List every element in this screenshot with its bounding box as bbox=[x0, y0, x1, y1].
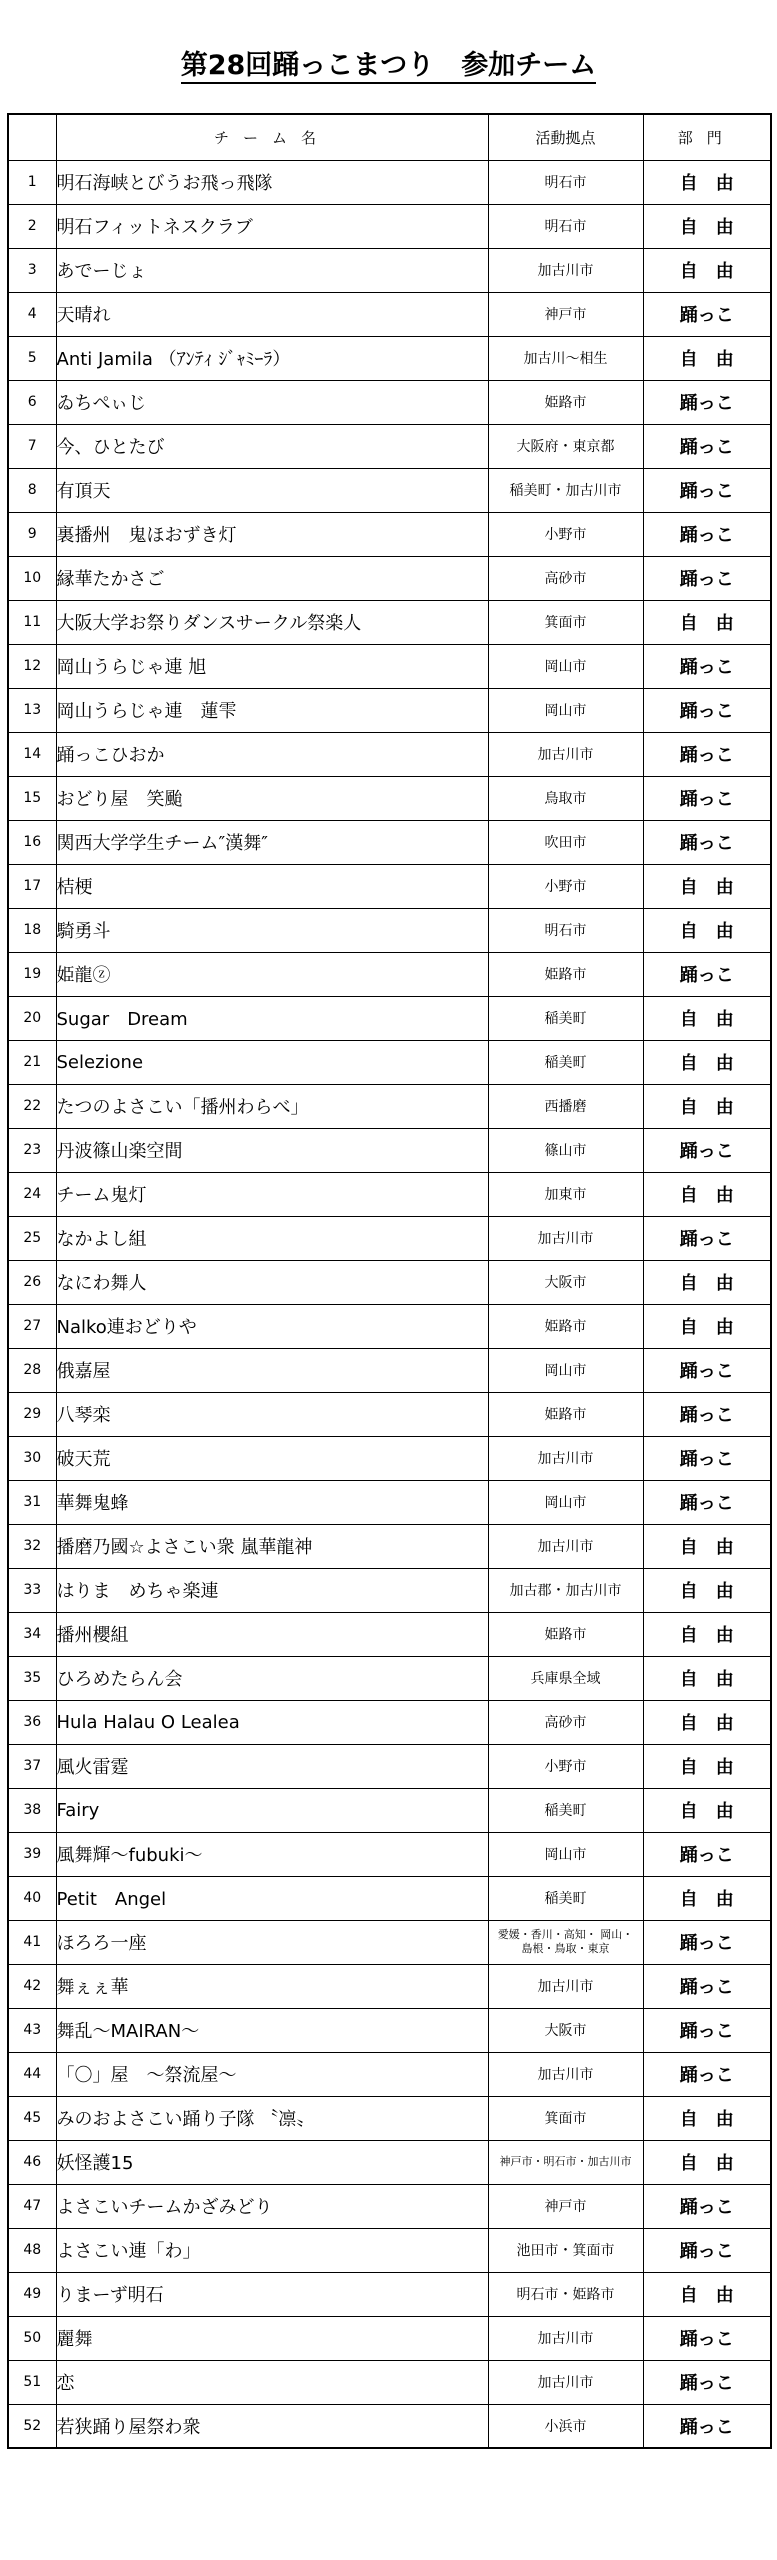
team-activity-base: 岡山市 bbox=[488, 1832, 643, 1876]
table-row bbox=[8, 1348, 771, 1392]
team-activity-base: 稲美町 bbox=[488, 1040, 643, 1084]
team-activity-base: 小浜市 bbox=[488, 2404, 643, 2448]
team-name: よさこいチームかざみどり bbox=[56, 2184, 488, 2228]
table-row bbox=[8, 644, 771, 688]
team-division: 踊っこ bbox=[643, 776, 771, 820]
team-number: 44 bbox=[8, 2052, 56, 2096]
team-name: なにわ舞人 bbox=[56, 1260, 488, 1304]
team-name: Petit Angel bbox=[56, 1876, 488, 1920]
team-division: 自 由 bbox=[643, 1568, 771, 1612]
team-name: 踊っこひおか bbox=[56, 732, 488, 776]
table-row bbox=[8, 2140, 771, 2184]
team-activity-base: 明石市 bbox=[488, 160, 643, 204]
team-number: 28 bbox=[8, 1348, 56, 1392]
team-division: 自 由 bbox=[643, 2140, 771, 2184]
team-number: 48 bbox=[8, 2228, 56, 2272]
table-row bbox=[8, 2316, 771, 2360]
team-activity-base: 岡山市 bbox=[488, 1480, 643, 1524]
team-activity-base: 加古川市 bbox=[488, 2052, 643, 2096]
team-name: Anti Jamila （ｱﾝﾃｨ ｼﾞｬﾐｰﾗ） bbox=[56, 336, 488, 380]
team-division: 踊っこ bbox=[643, 688, 771, 732]
team-division: 踊っこ bbox=[643, 1216, 771, 1260]
team-activity-base: 明石市・姫路市 bbox=[488, 2272, 643, 2316]
team-name: Sugar Dream bbox=[56, 996, 488, 1040]
team-activity-base: 篠山市 bbox=[488, 1128, 643, 1172]
team-number: 23 bbox=[8, 1128, 56, 1172]
table-row bbox=[8, 1656, 771, 1700]
page-title bbox=[0, 48, 777, 84]
team-division: 自 由 bbox=[643, 1304, 771, 1348]
table-row bbox=[8, 1788, 771, 1832]
team-division: 踊っこ bbox=[643, 644, 771, 688]
team-division: 踊っこ bbox=[643, 292, 771, 336]
team-division: 踊っこ bbox=[643, 556, 771, 600]
team-number: 10 bbox=[8, 556, 56, 600]
team-name: ひろめたらん会 bbox=[56, 1656, 488, 1700]
team-division: 自 由 bbox=[643, 1260, 771, 1304]
team-activity-base: 高砂市 bbox=[488, 1700, 643, 1744]
team-number: 5 bbox=[8, 336, 56, 380]
team-name: りまーず明石 bbox=[56, 2272, 488, 2316]
team-name: はりま めちゃ楽連 bbox=[56, 1568, 488, 1612]
team-number: 9 bbox=[8, 512, 56, 556]
header-division: 部門 bbox=[643, 114, 771, 160]
team-number: 33 bbox=[8, 1568, 56, 1612]
table-row bbox=[8, 2360, 771, 2404]
team-name: Fairy bbox=[56, 1788, 488, 1832]
team-division: 自 由 bbox=[643, 160, 771, 204]
team-division: 自 由 bbox=[643, 1524, 771, 1568]
team-number: 19 bbox=[8, 952, 56, 996]
team-name: 明石フィットネスクラブ bbox=[56, 204, 488, 248]
team-activity-base: 稲美町・加古川市 bbox=[488, 468, 643, 512]
team-name: 天晴れ bbox=[56, 292, 488, 336]
team-activity-base: 箕面市 bbox=[488, 2096, 643, 2140]
team-name: ゐちぺぃじ bbox=[56, 380, 488, 424]
team-activity-base: 稲美町 bbox=[488, 1788, 643, 1832]
team-name: 華舞鬼蜂 bbox=[56, 1480, 488, 1524]
team-name: ほろろ一座 bbox=[56, 1920, 488, 1964]
team-activity-base: 鳥取市 bbox=[488, 776, 643, 820]
team-name: 関西大学学生チーム″漢舞″ bbox=[56, 820, 488, 864]
table-row bbox=[8, 1260, 771, 1304]
team-activity-base: 神戸市 bbox=[488, 292, 643, 336]
team-name: 騎勇斗 bbox=[56, 908, 488, 952]
team-number: 3 bbox=[8, 248, 56, 292]
team-activity-base: 稲美町 bbox=[488, 1876, 643, 1920]
team-division: 踊っこ bbox=[643, 1920, 771, 1964]
team-number: 24 bbox=[8, 1172, 56, 1216]
team-number: 20 bbox=[8, 996, 56, 1040]
team-number: 29 bbox=[8, 1392, 56, 1436]
team-division: 踊っこ bbox=[643, 952, 771, 996]
team-activity-base: 姫路市 bbox=[488, 1392, 643, 1436]
team-name: 「〇」屋 ～祭流屋～ bbox=[56, 2052, 488, 2096]
team-number: 26 bbox=[8, 1260, 56, 1304]
team-activity-base: 吹田市 bbox=[488, 820, 643, 864]
team-activity-base: 岡山市 bbox=[488, 644, 643, 688]
team-number: 22 bbox=[8, 1084, 56, 1128]
team-division: 踊っこ bbox=[643, 2052, 771, 2096]
table-row bbox=[8, 1304, 771, 1348]
table-row bbox=[8, 1524, 771, 1568]
team-division: 自 由 bbox=[643, 1084, 771, 1128]
team-name: おどり屋 笑颱 bbox=[56, 776, 488, 820]
team-name: 岡山うらじゃ連 旭 bbox=[56, 644, 488, 688]
team-division: 踊っこ bbox=[643, 732, 771, 776]
team-division: 自 由 bbox=[643, 864, 771, 908]
team-activity-base: 箕面市 bbox=[488, 600, 643, 644]
team-activity-base: 大阪市 bbox=[488, 2008, 643, 2052]
table-row bbox=[8, 1216, 771, 1260]
team-number: 32 bbox=[8, 1524, 56, 1568]
team-activity-base: 大阪市 bbox=[488, 1260, 643, 1304]
team-activity-base: 岡山市 bbox=[488, 688, 643, 732]
table-row bbox=[8, 248, 771, 292]
team-division: 自 由 bbox=[643, 2272, 771, 2316]
team-number: 8 bbox=[8, 468, 56, 512]
team-division: 自 由 bbox=[643, 1172, 771, 1216]
team-number: 39 bbox=[8, 1832, 56, 1876]
team-name: 麗舞 bbox=[56, 2316, 488, 2360]
table-row bbox=[8, 2228, 771, 2272]
team-division: 自 由 bbox=[643, 996, 771, 1040]
team-number: 17 bbox=[8, 864, 56, 908]
team-division: 踊っこ bbox=[643, 2008, 771, 2052]
table-row bbox=[8, 424, 771, 468]
team-number: 49 bbox=[8, 2272, 56, 2316]
team-name: たつのよさこい「播州わらべ」 bbox=[56, 1084, 488, 1128]
table-row bbox=[8, 204, 771, 248]
table-row bbox=[8, 688, 771, 732]
team-activity-base: 西播磨 bbox=[488, 1084, 643, 1128]
team-activity-base: 姫路市 bbox=[488, 380, 643, 424]
team-name: 破天荒 bbox=[56, 1436, 488, 1480]
team-activity-base: 池田市・箕面市 bbox=[488, 2228, 643, 2272]
table-row bbox=[8, 1172, 771, 1216]
team-division: 自 由 bbox=[643, 1876, 771, 1920]
team-name: 俄嘉屋 bbox=[56, 1348, 488, 1392]
team-number: 25 bbox=[8, 1216, 56, 1260]
team-name: Hula Halau O Lealea bbox=[56, 1700, 488, 1744]
table-row bbox=[8, 820, 771, 864]
team-name: 有頂天 bbox=[56, 468, 488, 512]
team-number: 16 bbox=[8, 820, 56, 864]
team-activity-base: 小野市 bbox=[488, 512, 643, 556]
team-name: 播州櫻組 bbox=[56, 1612, 488, 1656]
team-name: 舞ぇぇ華 bbox=[56, 1964, 488, 2008]
team-activity-base: 愛媛・香川・高知・ 岡山・島根・鳥取・東京 bbox=[488, 1920, 643, 1964]
team-activity-base: 加古川市 bbox=[488, 1524, 643, 1568]
team-number: 7 bbox=[8, 424, 56, 468]
team-activity-base: 明石市 bbox=[488, 204, 643, 248]
table-row bbox=[8, 468, 771, 512]
table-row bbox=[8, 2272, 771, 2316]
team-name: 妖怪護15 bbox=[56, 2140, 488, 2184]
team-number: 46 bbox=[8, 2140, 56, 2184]
team-number: 12 bbox=[8, 644, 56, 688]
team-activity-base: 加東市 bbox=[488, 1172, 643, 1216]
table-row bbox=[8, 1612, 771, 1656]
team-activity-base: 加古川市 bbox=[488, 1216, 643, 1260]
team-division: 自 由 bbox=[643, 1656, 771, 1700]
team-number: 52 bbox=[8, 2404, 56, 2448]
team-division: 自 由 bbox=[643, 2096, 771, 2140]
team-number: 13 bbox=[8, 688, 56, 732]
team-name: 恋 bbox=[56, 2360, 488, 2404]
team-activity-base: 小野市 bbox=[488, 1744, 643, 1788]
table-row bbox=[8, 380, 771, 424]
table-row bbox=[8, 2404, 771, 2448]
team-name: 桔梗 bbox=[56, 864, 488, 908]
team-division: 自 由 bbox=[643, 1612, 771, 1656]
team-activity-base: 加古郡・加古川市 bbox=[488, 1568, 643, 1612]
team-name: 裏播州 鬼ほおずき灯 bbox=[56, 512, 488, 556]
team-division: 踊っこ bbox=[643, 2184, 771, 2228]
table-row bbox=[8, 776, 771, 820]
table-row bbox=[8, 2008, 771, 2052]
team-activity-base: 姫路市 bbox=[488, 1304, 643, 1348]
team-number: 30 bbox=[8, 1436, 56, 1480]
table-row bbox=[8, 1392, 771, 1436]
team-name: 縁華たかさご bbox=[56, 556, 488, 600]
team-activity-base: 加古川～相生 bbox=[488, 336, 643, 380]
team-number: 45 bbox=[8, 2096, 56, 2140]
team-activity-base: 加古川市 bbox=[488, 2360, 643, 2404]
team-name: 風火雷霆 bbox=[56, 1744, 488, 1788]
team-number: 36 bbox=[8, 1700, 56, 1744]
page-title-text: 第28回踊っこまつり 参加チーム bbox=[181, 50, 597, 84]
team-number: 47 bbox=[8, 2184, 56, 2228]
table-row bbox=[8, 1568, 771, 1612]
team-number: 21 bbox=[8, 1040, 56, 1084]
table-row bbox=[8, 1832, 771, 1876]
table-body bbox=[8, 160, 771, 2448]
team-division: 自 由 bbox=[643, 1744, 771, 1788]
table-header-row bbox=[8, 114, 771, 160]
team-activity-base: 稲美町 bbox=[488, 996, 643, 1040]
team-activity-base: 姫路市 bbox=[488, 1612, 643, 1656]
team-name: 八琴栾 bbox=[56, 1392, 488, 1436]
table-row bbox=[8, 1700, 771, 1744]
team-name: 大阪大学お祭りダンスサークル祭楽人 bbox=[56, 600, 488, 644]
team-activity-base: 加古川市 bbox=[488, 732, 643, 776]
table-row bbox=[8, 1876, 771, 1920]
team-division: 踊っこ bbox=[643, 2404, 771, 2448]
team-name: Nalko連おどりや bbox=[56, 1304, 488, 1348]
team-name: 姫龍ⓩ bbox=[56, 952, 488, 996]
team-division: 自 由 bbox=[643, 204, 771, 248]
team-activity-base: 神戸市・明石市・加古川市 bbox=[488, 2140, 643, 2184]
team-activity-base: 加古川市 bbox=[488, 1964, 643, 2008]
team-activity-base: 兵庫県全域 bbox=[488, 1656, 643, 1700]
team-division: 踊っこ bbox=[643, 1392, 771, 1436]
team-name: なかよし組 bbox=[56, 1216, 488, 1260]
table-row bbox=[8, 336, 771, 380]
team-division: 踊っこ bbox=[643, 512, 771, 556]
table-row bbox=[8, 996, 771, 1040]
team-name: 明石海峡とびうお飛っ飛隊 bbox=[56, 160, 488, 204]
team-number: 38 bbox=[8, 1788, 56, 1832]
team-division: 踊っこ bbox=[643, 1348, 771, 1392]
table-row bbox=[8, 952, 771, 996]
team-number: 37 bbox=[8, 1744, 56, 1788]
team-activity-base: 大阪府・東京都 bbox=[488, 424, 643, 468]
team-name: 若狭踊り屋祭わ衆 bbox=[56, 2404, 488, 2448]
team-division: 踊っこ bbox=[643, 2228, 771, 2272]
team-number: 50 bbox=[8, 2316, 56, 2360]
header-number bbox=[8, 114, 56, 160]
team-number: 35 bbox=[8, 1656, 56, 1700]
team-division: 踊っこ bbox=[643, 468, 771, 512]
team-number: 27 bbox=[8, 1304, 56, 1348]
team-division: 自 由 bbox=[643, 248, 771, 292]
team-name: あでーじょ bbox=[56, 248, 488, 292]
header-activity-base: 活動拠点 bbox=[488, 114, 643, 160]
team-name: 今、ひとたび bbox=[56, 424, 488, 468]
team-division: 踊っこ bbox=[643, 1128, 771, 1172]
table-row bbox=[8, 1964, 771, 2008]
team-name: 播磨乃國☆よさこい衆 嵐華龍神 bbox=[56, 1524, 488, 1568]
team-division: 自 由 bbox=[643, 336, 771, 380]
team-division: 踊っこ bbox=[643, 1480, 771, 1524]
table-row bbox=[8, 1480, 771, 1524]
team-number: 43 bbox=[8, 2008, 56, 2052]
team-name: よさこい連「わ」 bbox=[56, 2228, 488, 2272]
table-row bbox=[8, 1920, 771, 1964]
team-division: 自 由 bbox=[643, 908, 771, 952]
team-activity-base: 加古川市 bbox=[488, 248, 643, 292]
team-number: 34 bbox=[8, 1612, 56, 1656]
table-row bbox=[8, 1128, 771, 1172]
team-division: 自 由 bbox=[643, 1040, 771, 1084]
team-number: 41 bbox=[8, 1920, 56, 1964]
team-number: 14 bbox=[8, 732, 56, 776]
team-activity-base: 小野市 bbox=[488, 864, 643, 908]
table-row bbox=[8, 2096, 771, 2140]
team-name: みのおよさこい踊り子隊 〝凛〟 bbox=[56, 2096, 488, 2140]
team-activity-base: 神戸市 bbox=[488, 2184, 643, 2228]
team-name: 舞乱～MAIRAN～ bbox=[56, 2008, 488, 2052]
team-activity-base: 岡山市 bbox=[488, 1348, 643, 1392]
team-activity-base: 加古川市 bbox=[488, 1436, 643, 1480]
table-row bbox=[8, 908, 771, 952]
team-division: 踊っこ bbox=[643, 1832, 771, 1876]
table-row bbox=[8, 600, 771, 644]
team-name: 岡山うらじゃ連 蓮雫 bbox=[56, 688, 488, 732]
team-number: 51 bbox=[8, 2360, 56, 2404]
team-number: 6 bbox=[8, 380, 56, 424]
table-row bbox=[8, 556, 771, 600]
team-number: 42 bbox=[8, 1964, 56, 2008]
team-division: 踊っこ bbox=[643, 1964, 771, 2008]
team-number: 31 bbox=[8, 1480, 56, 1524]
team-division: 踊っこ bbox=[643, 2360, 771, 2404]
team-division: 踊っこ bbox=[643, 424, 771, 468]
table-row bbox=[8, 864, 771, 908]
team-number: 40 bbox=[8, 1876, 56, 1920]
table-row bbox=[8, 1040, 771, 1084]
team-name: 丹波篠山楽空間 bbox=[56, 1128, 488, 1172]
table-row bbox=[8, 1436, 771, 1480]
team-division: 踊っこ bbox=[643, 1436, 771, 1480]
table-row bbox=[8, 160, 771, 204]
team-activity-base: 姫路市 bbox=[488, 952, 643, 996]
team-division: 自 由 bbox=[643, 1700, 771, 1744]
team-division: 自 由 bbox=[643, 1788, 771, 1832]
team-number: 15 bbox=[8, 776, 56, 820]
table-row bbox=[8, 1744, 771, 1788]
team-roster-table bbox=[7, 113, 772, 2449]
team-number: 1 bbox=[8, 160, 56, 204]
team-division: 踊っこ bbox=[643, 2316, 771, 2360]
team-name: Selezione bbox=[56, 1040, 488, 1084]
team-division: 踊っこ bbox=[643, 380, 771, 424]
team-division: 踊っこ bbox=[643, 820, 771, 864]
table-row bbox=[8, 512, 771, 556]
table-row bbox=[8, 2052, 771, 2096]
team-number: 2 bbox=[8, 204, 56, 248]
team-division: 自 由 bbox=[643, 600, 771, 644]
team-activity-base: 高砂市 bbox=[488, 556, 643, 600]
team-name: チーム鬼灯 bbox=[56, 1172, 488, 1216]
team-number: 4 bbox=[8, 292, 56, 336]
team-activity-base: 明石市 bbox=[488, 908, 643, 952]
team-name: 風舞輝～fubuki～ bbox=[56, 1832, 488, 1876]
table-row bbox=[8, 1084, 771, 1128]
header-team-name: チーム名 bbox=[56, 114, 488, 160]
team-number: 18 bbox=[8, 908, 56, 952]
team-number: 11 bbox=[8, 600, 56, 644]
table-row bbox=[8, 292, 771, 336]
table-row bbox=[8, 2184, 771, 2228]
team-activity-base: 加古川市 bbox=[488, 2316, 643, 2360]
table-row bbox=[8, 732, 771, 776]
